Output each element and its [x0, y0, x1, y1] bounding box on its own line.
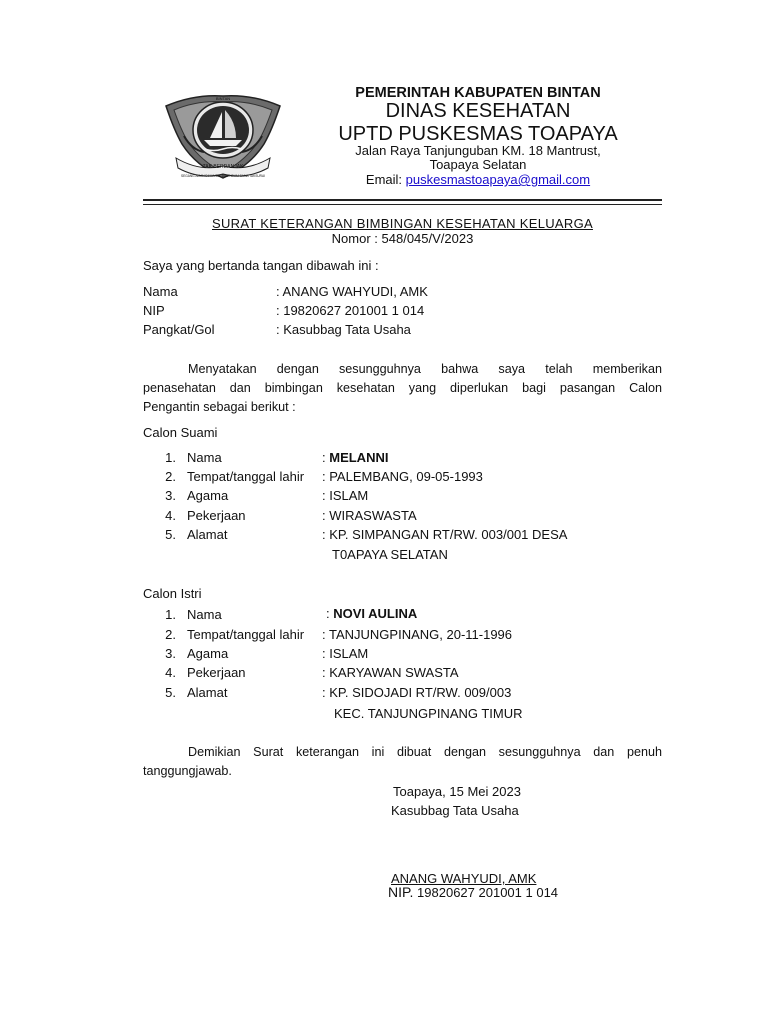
list-number: 5. [165, 527, 176, 542]
statement-paragraph [143, 360, 662, 417]
department-name: DINAS KESEHATAN [385, 100, 571, 122]
groom-field-label: Agama [187, 488, 229, 503]
groom-address-continuation: T0APAYA SELATAN [332, 547, 448, 562]
email-label: Email: [365, 172, 406, 187]
emblem-top-text: BINTAN [215, 96, 231, 101]
list-number: 2. [165, 469, 176, 484]
bride-name-bold: NOVI AULINA [333, 606, 418, 621]
groom-field-value: : ISLAM [322, 488, 369, 503]
emblem-banner-text: TAK BERDANJAK [202, 164, 244, 170]
place-date: Toapaya, 15 Mei 2023 [393, 784, 521, 799]
signer-nip-label: NIP [143, 303, 165, 318]
letterhead-rule-thick [143, 199, 662, 201]
groom-name-bold: MELANNI [329, 450, 389, 465]
signer-rank-value: : Kasubbag Tata Usaha [276, 322, 411, 337]
signer-name-value: : ANANG WAHYUDI, AMK [276, 284, 428, 299]
closing-line: Demikian Surat keterangan ini dibuat dengan sesungguhnya dan penuh [188, 745, 662, 759]
groom-heading: Calon Suami [143, 425, 218, 440]
list-number: 4. [165, 508, 176, 523]
signer-name: ANANG WAHYUDI, AMK [391, 871, 537, 886]
bride-field-value: : KARYAWAN SWASTA [322, 665, 459, 680]
bride-field-label: Agama [187, 646, 229, 661]
list-number: 4. [165, 665, 176, 680]
bride-field-label: Tempat/tanggal lahir [187, 627, 305, 642]
bintan-regency-emblem-icon [164, 86, 282, 182]
bride-field-label: Pekerjaan [187, 665, 246, 680]
signer-name-label: Nama [143, 284, 178, 299]
document-title: SURAT KETERANGAN BIMBINGAN KESEHATAN KELUARGA [212, 216, 593, 231]
address-line-2: Toapaya Selatan [429, 157, 527, 172]
document-number: Nomor : 548/045/V/2023 [331, 231, 474, 246]
signer-position: Kasubbag Tata Usaha [391, 803, 519, 818]
email-link[interactable]: puskesmastoapaya@gmail.com [405, 172, 591, 187]
letterhead-rule-thin [143, 204, 662, 205]
intro-text: Saya yang bertanda tangan dibawah ini : [143, 258, 379, 273]
list-number: 3. [165, 488, 176, 503]
clinic-name: UPTD PUSKESMAS TOAPAYA [338, 123, 618, 145]
government-name: PEMERINTAH KABUPATEN BINTAN [355, 85, 601, 101]
bride-name-value: : NOVI AULINA [326, 606, 418, 621]
signer-nip [388, 884, 558, 900]
groom-field-label: Alamat [187, 527, 228, 542]
bride-field-value: : ISLAM [322, 646, 369, 661]
statement-line: penasehatan dan bimbingan kesehatan yang diperlukan bagi pasangan Calon [143, 381, 662, 395]
bride-heading: Calon Istri [143, 586, 202, 601]
signer-rank-label: Pangkat/Gol [143, 322, 215, 337]
groom-field-value: : KP. SIMPANGAN RT/RW. 003/001 DESA [322, 527, 568, 542]
statement-line: Pengantin sebagai berikut : [143, 400, 296, 414]
list-number: 3. [165, 646, 176, 661]
closing-line: tanggungjawab. [143, 764, 232, 778]
groom-field-value: : WIRASWASTA [322, 508, 417, 523]
list-number: 1. [165, 607, 176, 622]
list-number: 2. [165, 627, 176, 642]
groom-field-label: Nama [187, 450, 222, 465]
groom-field-label: Tempat/tanggal lahir [187, 469, 305, 484]
email-line [300, 172, 656, 187]
closing-paragraph [143, 743, 662, 781]
groom-field-value: : PALEMBANG, 09-05-1993 [322, 469, 483, 484]
groom-field-label: Pekerjaan [187, 508, 246, 523]
address-line-1: Jalan Raya Tanjunguban KM. 18 Mantrust, [355, 143, 601, 158]
bride-address-continuation: KEC. TANJUNGPINANG TIMUR [334, 706, 523, 721]
list-number: 5. [165, 685, 176, 700]
emblem-motto-text: SEGANG AMAN DIHAMBA, DIDENDAM SAMA TAKSURAI [180, 174, 266, 178]
list-number: 1. [165, 450, 176, 465]
bride-field-value: : KP. SIDOJADI RT/RW. 009/003 [322, 685, 512, 700]
nip-label: NIP. [388, 884, 414, 900]
signer-nip-value: : 19820627 201001 1 014 [276, 303, 425, 318]
letterhead [0, 0, 768, 200]
bride-field-label: Nama [187, 607, 222, 622]
statement-line: Menyatakan dengan sesungguhnya bahwa saya telah memberikan [188, 362, 662, 376]
groom-name-value: : MELANNI [322, 450, 389, 465]
bride-field-label: Alamat [187, 685, 228, 700]
nip-value: 19820627 201001 1 014 [413, 885, 559, 900]
bride-field-value: : TANJUNGPINANG, 20-11-1996 [322, 627, 513, 642]
